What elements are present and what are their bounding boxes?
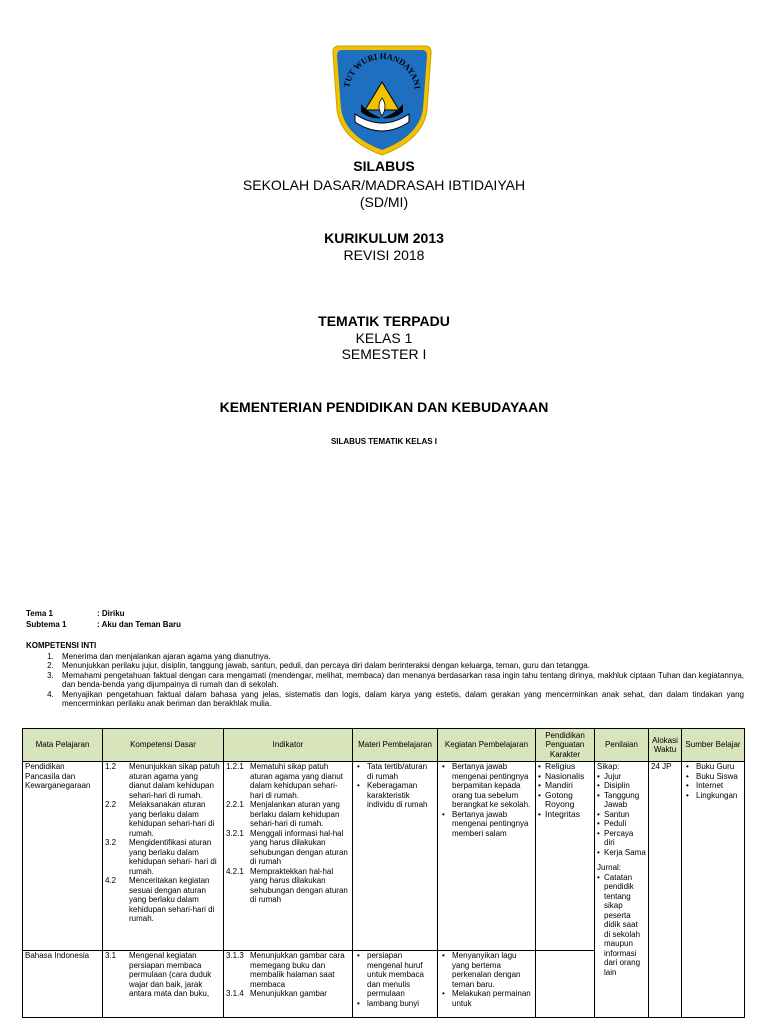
penilaian-sikap-label: Sikap: [597, 762, 620, 771]
sikap-item: • Disiplin [597, 781, 646, 791]
karakter-item: • Mandiri [538, 781, 592, 791]
header-kegiatan: Kegiatan Pembelajaran [438, 729, 536, 762]
sumber-item: • Internet [684, 781, 742, 791]
cell-indikator [224, 951, 353, 1018]
kegiatan-item: • Melakukan permainan untuk [440, 989, 533, 1008]
kd-item: 2.2 Melaksanakan aturan yang berlaku dalam kehidupan sehari-hari di rumah. [105, 800, 215, 838]
indikator-item: 4.2.1 Mempraktekkan hal-hal yang harus dilakukan sehubungan dengan aturan di rumah [226, 866, 348, 904]
sikap-item: • Santun [597, 810, 646, 820]
revision: REVISI 2018 [343, 247, 425, 263]
sikap-item: • Peduli [597, 819, 646, 829]
curriculum: KURIKULUM 2013 [324, 230, 444, 246]
logo-motto: TUT WURI HANDAYANI [341, 50, 423, 90]
table-row [23, 762, 745, 951]
subtema-line [26, 620, 181, 630]
header-materi: Materi Pembelajaran [353, 729, 438, 762]
header-kompetensi-dasar: Kompetensi Dasar [103, 729, 224, 762]
materi-item: • Keberagaman karakteristik individu di rumah [355, 781, 435, 810]
table-header-row [23, 729, 745, 762]
kegiatan-item: • Bertanya jawab mengenai pentingnya memberi salam [440, 810, 533, 839]
sumber-item: • Buku Siswa [684, 772, 742, 782]
sikap-item: • Jujur [597, 772, 646, 782]
cell-indikator [224, 762, 353, 951]
header-mata-pelajaran: Mata Pelajaran [23, 729, 103, 762]
indikator-item: 3.1.4 Menunjukkan gambar [226, 989, 327, 998]
cell-materi [353, 762, 438, 951]
cell-kompetensi-dasar [103, 762, 224, 951]
indikator-item: 3.1.3 Menunjukkan gambar cara memegang buku dan membalik halaman saat membaca [226, 951, 345, 989]
kegiatan-item: • Bertanya jawab mengenai pentingnya berpamitan kepada orang tua sebelum berangkat ke sekolah. [440, 762, 533, 810]
sikap-item: • Tanggung Jawab [597, 791, 646, 810]
tut-wuri-handayani-logo [331, 40, 433, 158]
syllabus-table [22, 728, 745, 1018]
header-alokasi: Alokasi Waktu [649, 729, 682, 762]
kd-item: 4.2 Menceritakan kegiatan sesuai dengan aturan yang berlaku dalam kehidupan sehari-hari di rumah. [105, 876, 215, 923]
grade: KELAS 1 [355, 330, 413, 346]
cell-kompetensi-dasar [103, 951, 224, 1018]
tema-value: : Diriku [97, 609, 125, 618]
karakter-item: • Religius [538, 762, 592, 772]
kegiatan-item: • Menyanyikan lagu yang bertema perkenalan dengan teman baru. [440, 951, 533, 989]
ki-item: 2. Menunjukkan perilaku jujur, disiplin, tanggung jawab, santun, peduli, dan percaya diri dalam berinteraksi dengan keluarga, teman, guru dan tetangga. [56, 661, 744, 671]
cell-karakter [536, 951, 595, 1018]
karakter-item: • Gotong Royong [538, 791, 592, 810]
tema-line [26, 609, 125, 619]
materi-item: • Tata tertib/aturan di rumah [355, 762, 435, 781]
ki-item: 4. Menyajikan pengetahuan faktual dalam bahasa yang jelas, sistematis dan logis, dalam karya yang estetis, dalam gerakan yang mencerminkan anak sehat, dan dalam tindakan yang mencerminkan perilaku anak beriman dan berakhlak mulia. [56, 690, 744, 709]
ki-item: 1. Menerima dan menjalankan ajaran agama yang dianutnya. [56, 652, 744, 662]
cell-subject: Pendidikan Pancasila dan Kewarganegaraan [23, 762, 103, 951]
sikap-item: • Kerja Sama [597, 848, 646, 858]
indikator-item: 2.2.1 Menjalankan aturan yang berlaku dalam kehidupan sehari-hari di rumah. [226, 800, 340, 828]
header-sumber: Sumber Belajar [682, 729, 745, 762]
tema-label: Tema 1 [26, 609, 53, 618]
cell-sumber [682, 762, 745, 1018]
cell-penilaian [595, 762, 649, 1018]
karakter-item: • Integritas [538, 810, 592, 820]
header-karakter: Pendidikan Penguatan Karakter [536, 729, 595, 762]
document-title: SILABUS [353, 158, 415, 174]
kd-item: 3.1 Mengenal kegiatan persiapan membaca permulaan (cara duduk wajar dan baik, jarak antara mata dan buku, [105, 951, 212, 998]
ki-item: 3. Memahami pengetahuan faktual dengan cara mengamati (mendengar, melihat, membaca) dan menanya berdasarkan rasa ingin tahu tentang dirinya, makhluk ciptaan Tuhan dan kegiatannya, dan benda-benda yang dijumpainya di rumah dan di sekolah. [56, 671, 744, 690]
semester: SEMESTER I [341, 346, 427, 362]
header-indikator: Indikator [224, 729, 353, 762]
sumber-item: • Buku Guru [684, 762, 742, 772]
penilaian-jurnal-label: Jurnal: [597, 863, 622, 872]
subtema-value: : Aku dan Teman Baru [97, 620, 182, 629]
indikator-item: 3.2.1 Menggali informasi hal-hal yang harus dilakukan sehubungan dengan aturan di rumah [226, 828, 348, 866]
cell-kegiatan [438, 951, 536, 1018]
cell-alokasi: 24 JP [649, 762, 682, 1018]
materi-item: • persiapan mengenal huruf untuk membaca dan menulis permulaan [355, 951, 435, 999]
cell-materi [353, 951, 438, 1018]
sumber-item: • Lingkungan [684, 791, 742, 801]
kd-item: 3.2 Mengidentifikasi aturan yang berlaku dalam kehidupan sehari- hari di rumah. [105, 838, 217, 876]
karakter-item: • Nasionalis [538, 772, 592, 782]
subject-title: TEMATIK TERPADU [318, 313, 450, 329]
kompetensi-inti [26, 641, 744, 709]
cell-kegiatan [438, 762, 536, 951]
cell-karakter [536, 762, 595, 951]
school-level: SEKOLAH DASAR/MADRASAH IBTIDAIYAH [242, 177, 526, 193]
subtema-label: Subtema 1 [26, 620, 67, 629]
materi-item: • lambang bunyi [355, 999, 435, 1009]
syllabus-subtitle: SILABUS TEMATIK KELAS I [330, 437, 438, 446]
header-penilaian: Penilaian [595, 729, 649, 762]
kompetensi-inti-title: KOMPETENSI INTI [26, 641, 97, 650]
school-level-abbr: (SD/MI) [359, 194, 409, 210]
kd-item: 1.2 Menunjukkan sikap patuh aturan agama yang dianut dalam kehidupan sehari-hari di rumah. [105, 762, 220, 800]
ministry: KEMENTERIAN PENDIDIKAN DAN KEBUDAYAAN [219, 399, 549, 415]
cell-subject: Bahasa Indonesia [23, 951, 103, 1018]
indikator-item: 1.2.1 Mematuhi sikap patuh aturan agama yang dianut dalam kehidupan sehari-hari di rumah. [226, 762, 343, 800]
sikap-item: • Percaya diri [597, 829, 646, 848]
jurnal-item: • Catatan pendidik tentang sikap peserta didik saat di sekolah maupun informasi dari orang lain [597, 873, 646, 978]
